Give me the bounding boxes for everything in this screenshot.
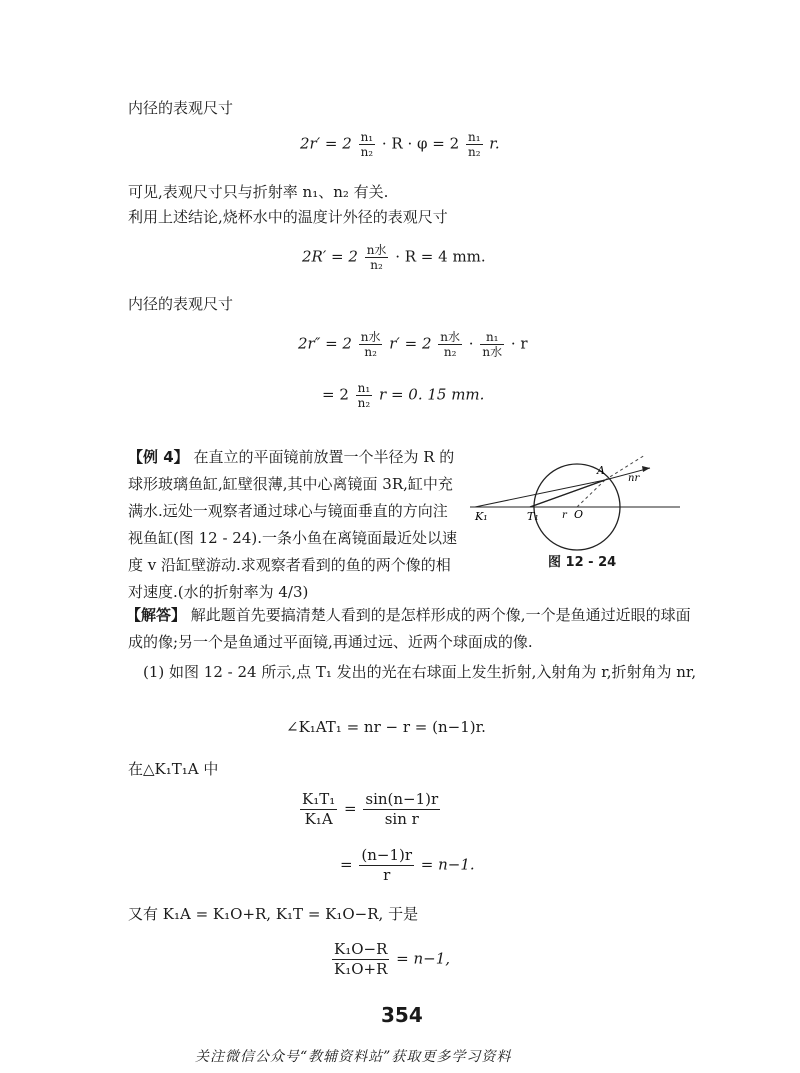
label-r: r — [562, 510, 567, 521]
fraction: $\frac{\text{n水}}{\text{n₂}}$ — [440, 330, 461, 359]
eq-term: · R = 4 mm. — [395, 247, 486, 266]
eq-term: 2r″ = 2 — [298, 334, 352, 353]
equation-2 — [302, 243, 486, 272]
eq-term: · R · φ = 2 — [381, 134, 460, 153]
example-block — [128, 444, 458, 606]
fraction: $\frac{\text{n₁}}{\text{n水}}$ — [482, 330, 503, 359]
eq-term: · r — [510, 334, 528, 353]
text-line: 利用上述结论,烧杯水中的温度计外径的表观尺寸 — [128, 208, 448, 226]
fraction: $\frac{(n-1)r}{r}$ — [361, 846, 413, 884]
fraction: $\frac{\text{K₁O−R}}{\text{K₁O+R}}$ — [334, 940, 388, 978]
eq-term: = n−1. — [420, 855, 475, 874]
label-nr: nr — [628, 473, 640, 484]
fraction: $\frac{\text{n₁}}{\text{n₂}}$ — [360, 130, 374, 159]
figure-caption: 图 12 - 24 — [548, 555, 617, 570]
equation-3 — [298, 330, 528, 359]
fraction: $\frac{\text{K₁T₁}}{\text{K₁A}}$ — [302, 790, 336, 828]
eq-term: = 2 — [322, 385, 349, 404]
footer-note: 关注微信公众号“教辅资料站”获取更多学习资料 — [195, 1049, 512, 1065]
text-line: 可见,表观尺寸只与折射率 n₁、n₂ 有关. — [128, 183, 389, 201]
example-label: 【例 4】 — [128, 448, 189, 466]
eq-term: 2r′ = 2 — [300, 134, 352, 153]
equation-5: ∠K₁AT₁ = nr − r = (n−1)r. — [286, 718, 486, 736]
fraction: $\frac{\text{n₁}}{\text{n₂}}$ — [467, 130, 481, 159]
label-T1: T₁ — [527, 510, 539, 523]
text-line: 内径的表观尺寸 — [128, 295, 234, 313]
paragraph-1: (1) 如图 12 - 24 所示,点 T₁ 发出的光在右球面上发生折射,入射角为 r,折射角为 nr, — [143, 663, 697, 681]
fraction: $\frac{\text{n水}}{\text{n₂}}$ — [366, 243, 387, 272]
equation-4 — [322, 381, 484, 410]
eq-term: = — [344, 799, 357, 818]
equation-8 — [330, 940, 450, 979]
radius-dashed — [577, 480, 605, 507]
eq-term: r = 0. 15 mm. — [379, 385, 485, 404]
equation-1 — [300, 130, 500, 159]
eq-term: = n−1, — [396, 949, 451, 968]
text-line: 又有 K₁A = K₁O+R, K₁T = K₁O−R, 于是 — [128, 905, 419, 923]
page-number: 354 — [381, 1003, 423, 1027]
solution-body: 解此题首先要搞清楚人看到的是怎样形成的两个像,一个是鱼通过近眼的球面成的像;另一个是鱼通过平面镜,再通过远、近两个球面成的像. — [128, 606, 691, 651]
equation-6 — [298, 790, 442, 829]
solution-label: 【解答】 — [126, 606, 187, 624]
equation-7 — [340, 846, 475, 885]
eq-term: r. — [489, 134, 500, 153]
fraction: $\frac{\sin(n-1)r}{\text{sin r}}$ — [365, 790, 439, 828]
solution-block — [128, 602, 698, 656]
eq-term: = — [340, 855, 353, 874]
label-O: O — [574, 508, 584, 521]
text-line: 内径的表观尺寸 — [128, 99, 234, 117]
text-line: 在△K₁T₁A 中 — [128, 760, 219, 778]
label-A: A — [597, 464, 605, 477]
arrow-head — [642, 466, 650, 472]
eq-term: · — [468, 334, 474, 353]
fraction: $\frac{\text{n₁}}{\text{n₂}}$ — [357, 381, 371, 410]
fraction: $\frac{\text{n水}}{\text{n₂}}$ — [360, 330, 381, 359]
eq-term: 2R′ = 2 — [302, 247, 358, 266]
example-body: 在直立的平面镜前放置一个半径为 R 的球形玻璃鱼缸,缸壁很薄,其中心离镜面 3R,缸中充满水.远处一观察者通过球心与镜面垂直的方向注视鱼缸(图 12 - 24).一条小鱼在离镜面最近处以速度 v 沿缸壁游动.求观察者看到的鱼的两个像的相对速度.(水的折射率为 4/3) — [128, 448, 458, 601]
eq-term: r′ = 2 — [389, 334, 432, 353]
label-K1: K₁ — [475, 510, 488, 523]
